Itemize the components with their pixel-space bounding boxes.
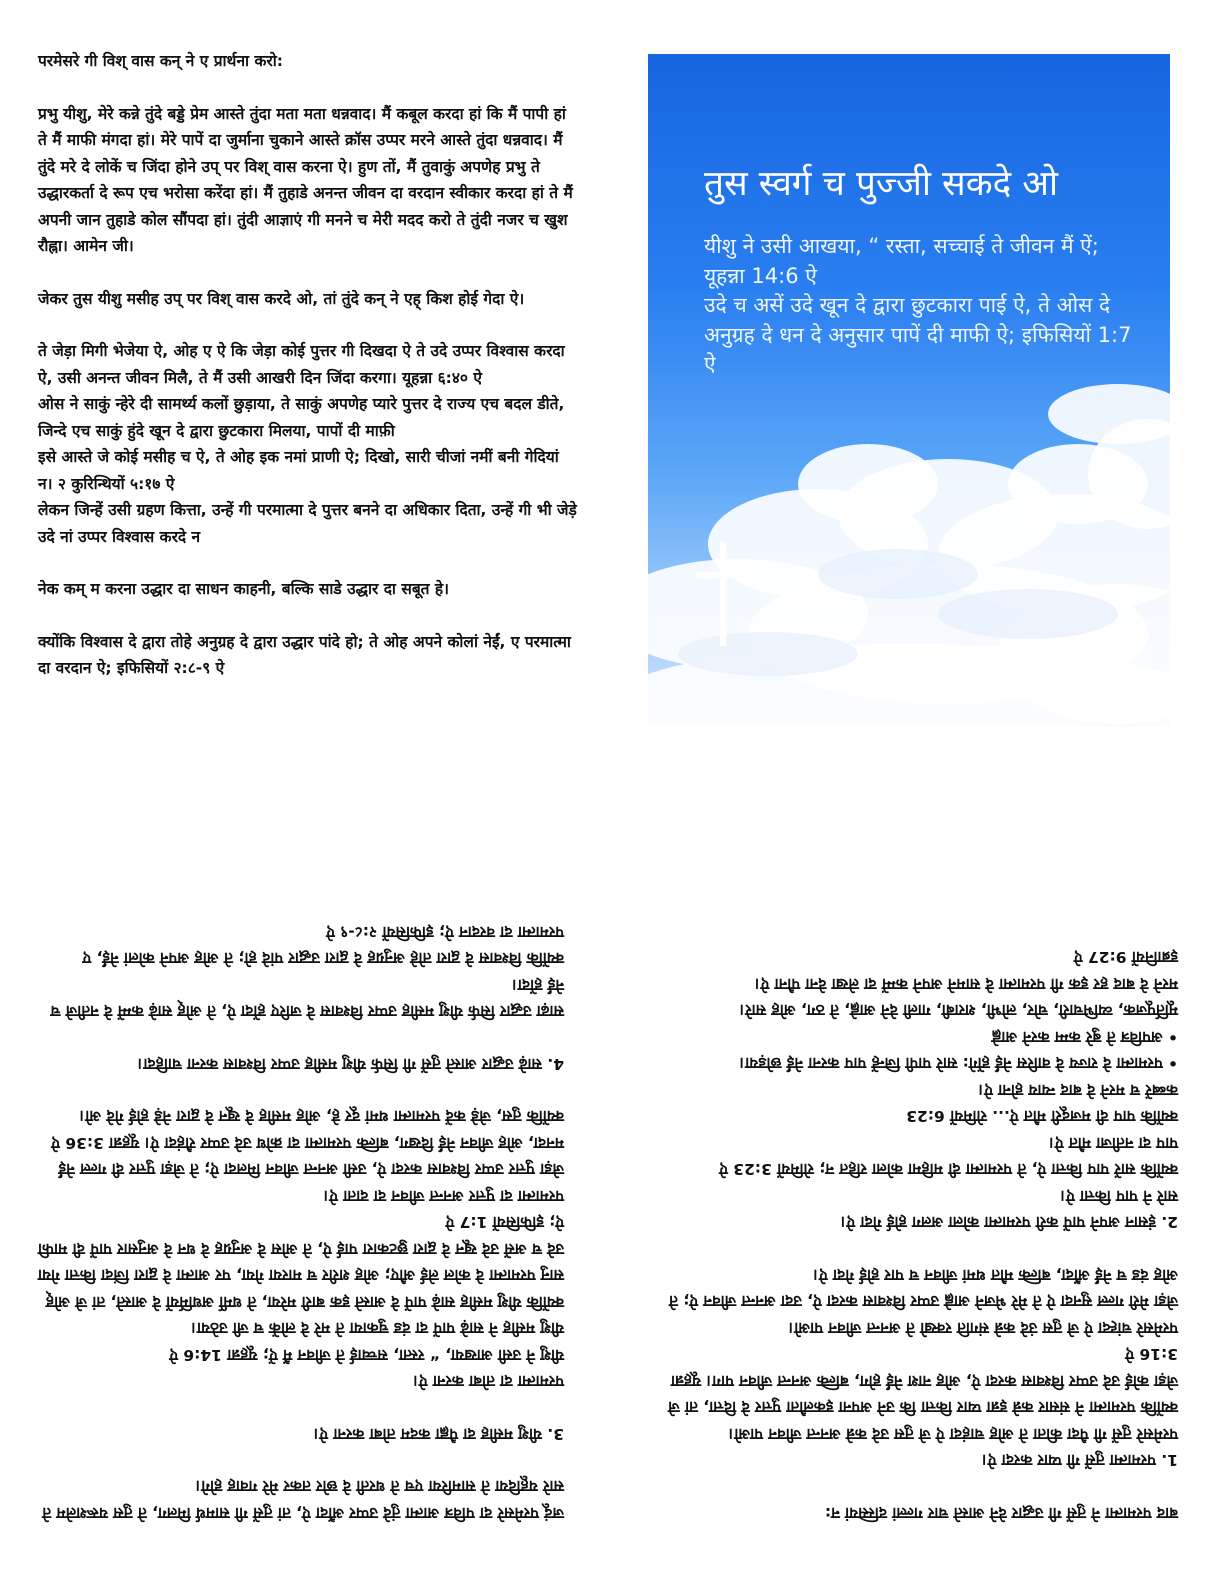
assurance-verses: ते जेड़ा मिगी भेजेया ऐ, ओह ए ऐ कि जेड़ा कोई पुत्तर गी दिखदा ऐ ते उदे उप्पर विश्वास करदा ऐ, उसी अनन्त जीवन मिलै, ते मैं उसी आखरी दिन जिंदा करगा। यूहन्ना ६:४० ऐ ओस ने साकुं न्हेरे दी सामर्थ्य कलों छुड़ाया, ते साकुं अपणेह प्यारे पुत्तर दे राज्य एच बदल डीते, जिन्दे एच साकुं हुंदे खून दे द्वारा छुटकारा मिलया, पापों दी माफ़ी इसे आस्ते जे कोई मसीह च ऐ, ते ओह इक नमां प्राणी ऐ; दिखो, सारी चीजां नमीं बनी गेदियां न। २ कुरिन्थियों ५:१७ ऐ लेकन जिन्हें उसी ग्रहण कित्ता, उन्हें गी परमात्मा दे पुत्तर बनने दा अधिकार दिता, उन्हें गी भी जेड़े उदे नां उप्पर विश्वास करदे न <box>38 342 577 546</box>
cover-panel <box>648 54 1170 727</box>
good-works-note: नेक कम् म करना उद्धार दा साधन काहनी, बल्कि साडे उद्धार दा सबूत हे। <box>38 580 450 598</box>
salvation-prayer: प्रभु यीशु, मेरे कन्ने तुंदे बड्डे प्रेम आस्ते तुंदा मता मता धन्नवाद। मैं कबूल करदा हां कि मैं पापी हां ते मैं माफी मंगदा हां। मेरे पापें दा जुर्माना चुकाने आस्ते क्रॉस उप्पर मरने आस्ते तुंदा धन्नवाद। मैं तुंदे मरे दे लोकें च जिंदा होने उप् पर विश् वास करना ऐ। हुण तों, मैं तुवाकुं अपणेह प्रभु ते उद्धारकर्ता दे रूप एच भरोसा करेंदा हां। मैं तुहाडे अनन्त जीवन दा वरदान स्वीकार करदा हां ते मैं अपनी जान तुहाडे कोल सौंपदा हां। तुंदी आज्ञाएं गी मनने च मेरी मदद करो ते तुंदी नजर च खुश रौह्ना। आमेन जी। <box>38 104 573 255</box>
prayer-intro: परमेसरे गी विश् वास कन् ने ए प्रार्थना करो: <box>38 52 283 70</box>
step-one: 1. परमात्मा तुसें गी प्यार करदा ऐ। परमेसरे तुसें गी पैदा कीता ते ओह चाहंदा ऐ जे तुस उदे कन्ने अनन्त जीवन पाओ। क्योंकि परमात्मा ने संसार कन्ने इन्ना प्यार कित्ता कि उने अपना इकलौता पुत्तर दे दित्ता, तां जे जेड़ा कोई उदे उप्पर विश्वास करदा ऐ, ओह नाश नेईं होग, बल्कि अनन्त जीवन पाग। यूहन्ना 3:16 ऐ परमेसरे चांह्दा ऐ जे तुस उंदे कन्ने संगति रक्खो ते अनन्त जीवन पाओ। जेड़ा मेरी गल्ल सुनदा ऐ ते मेरे भेजने आह्ले उप्पर विश्वास करदा ऐ, उदा अनन्त जीवन ऐ; ते ओह दंड च नेईं औंदा, बल्कि मौत थमां जीवन च पार होई गेदा ऐ। <box>668 1266 1178 1470</box>
step-four-heading: 4. साढ़े उद्धार आस्ते तुसें गी सिर्फ यीशु मसीह उप्पर विश्वास करना चाहिदा। <box>137 1055 564 1073</box>
cover-verse: यीशु ने उसी आखया, “ रस्ता, सच्चाई ते जीवन मैं ऐं; यूहन्ना 14:6 ऐ उदे च असें उदे खून दे द्वारा छुटकारा पाई ऐ, ते ओस दे अनुग्रह दे धन दे अनुसार पापें दी माफी ऐ; इफिसियों 1:7 ऐ <box>704 234 1132 376</box>
if-you-believe: जेकर तुस यीशु मसीह उप् पर विश् वास करदे ओ, तां तुंदे कन् ने एह् किश होई गेदा ऐ। <box>38 289 525 308</box>
step-two: 2. इंसान अपने पापें करी परमात्मा कोला अलग होई गेदा ऐ। सारे ने पाप कित्ता ऐ। क्योंकि सारें पाप कित्ता ऐ, ते परमात्मा दी महिमा कोला रहित न; रोमियों 3:23 ऐ पाप दा नतीजा मौत ऐ। क्योंकि पाप दी मजदूरी मौत ऐ... रोमियों 6:23 कब्बरें च मरने दे बाद न्याय होना ऐ। • परमात्मा दे राज्य दे वारिस नेईं होंगे: सारे पापी जिन्हें पाप करना नेईं छोड़या। • अपवित्र ते बुरे कम्म करने आह्ले मूर्तिपूजक, व्यभिचारी, चोर, लोभी, शराबी, गाली देने आह्ले, ते ठग, ओह सारे। मरने दे बाद हर इक गी परमात्मा दे सामने अपने कम्में दा लेखा देना पौना ऐ। इब्रानियों 9:27 ऐ <box>719 948 1178 1232</box>
step-three-heading: 3. यीशु मसीह दा पैह्ला कदम तोबा करना ऐ। <box>313 1425 564 1443</box>
step-four-body: साढ़ा उद्धार सिर्फ यीशु मसीह उप्पर विश्वास दे जरिए होंदा ऐ, ते ओह् साढ़े कम्में दे नतीजे च नेईं होंदा। क्योंकि विश्वास दे द्वारा तोहे अनुग्रह दे द्वारा उद्धार पांदे हो; ते ओह अपने कोलां नेईं, ए परमात्मा दा वरदान ऐ; इफिसियों २:८-९ ऐ <box>50 923 564 1021</box>
step-three-body: परमात्मा दा तोबा करना ऐ। यीशु ने उसी आखया, “ रस्ता, सच्चाई ते जीवन मैं ऐं; यूहन्ना 14:6 ऐ यीशु मसीह ने साढ़े पापें दा दंड चुकाया ते मरे दे लोकें च जी उठेया। क्योंकि यीशु मसीह साढ़े पापें दे आस्ते इक बारी मरेया, ते धर्मी अधर्मियों दे आस्ते, तां जे ओह् सानु परमात्मा दे कोल लेई औए; ओह शरीर च मारया गेया, पर आत्मा दे द्वारा जिंदा कित्ता गेया उदे च असें उदे खून दे द्वारा छुटकारा पाई ऐ, ते ओस दे अनुग्रह दे धन दे अनुसार पापें दी माफी ऐ; इफिसियों 1:7 ऐ परमात्मा दा पुत्तर अनन्त जीवन दा दाता ऐ। जेड़ा पुत्तर उप्पर विश्वास करदा ऐ, उसी अनन्त जीवन मिलदा ऐ; ते जेड़ा पुत्तर दी गल्ल नेईं मनदा, ओह जीवन नेईं दिखग, बल्कि परमात्मा दा क्रोध उदे उप्पर रौहंदा ऐ। यूहन्ना 3:36 ऐ क्योंकि तुस, जेड़े कदें परमात्मा थमां दूर हे, ओह मसीह दे खून दे द्वारा नेड़े होई गेदे ओ। <box>38 1107 564 1391</box>
upper-left-text-column <box>38 48 578 682</box>
ephesians-verse: क्योंकि विश्वास दे द्वारा तोहे अनुग्रह दे द्वारा उद्धार पांदे हो; ते ओह अपने कोलां नेईं, ए परमात्मा दा वरदान ऐ; इफिसियों २:८-९ ऐ <box>38 632 571 677</box>
cross-icon <box>696 542 754 646</box>
lower-right-flipped-panel <box>644 826 1178 1526</box>
four-truths-intro: बाद परमात्मा ने तुसें गी उद्धार देने आस्ते चार गल्लां दस्सियां न: <box>824 1504 1178 1522</box>
lower-left-flipped-panel <box>36 826 564 1526</box>
holy-spirit-power: जदूं परमेसरे दा पवित्र आत्मा तुंदे उप्पर औंदा ऐ, तां तुसें गी सामर्थ मिलग, ते तुस यरूशलेम ते सारे यहूदिया ते सामरिया एच ते धरती दे छोर तकर मेरे गवाह होगे। <box>42 1477 564 1522</box>
cover-title: तुस स्वर्ग च पुज्जी सकदे ओ <box>704 164 1059 204</box>
